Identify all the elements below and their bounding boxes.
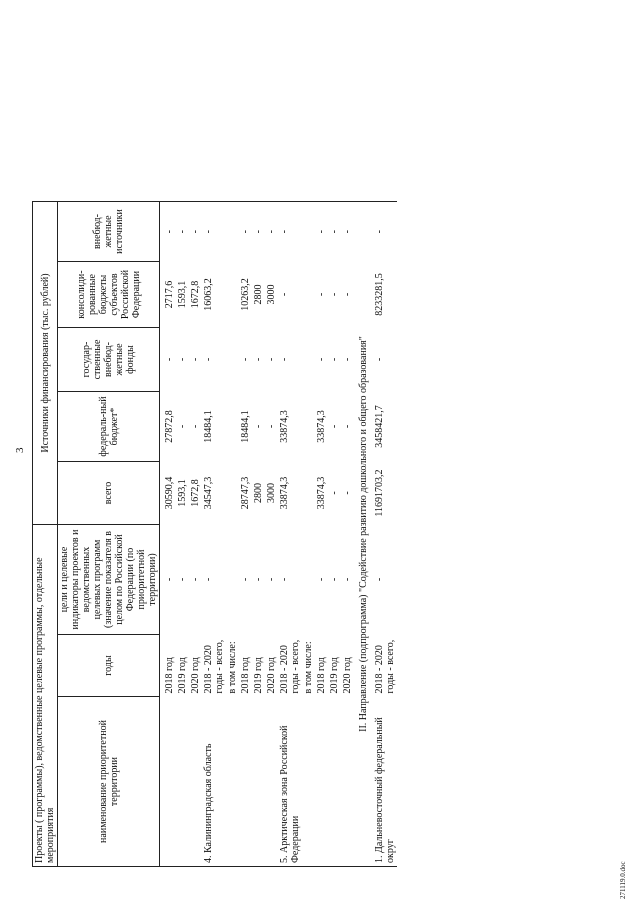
table-row: 2018 год - 28747,3 18484,1 - 10263,2 - bbox=[239, 202, 252, 867]
page-number: 3 bbox=[14, 447, 26, 453]
table-row: 2020 год - 1672,8 - - 1672,8 - bbox=[189, 202, 202, 867]
financing-table bbox=[32, 201, 397, 867]
table-row: 2018 год - 30590,4 27872,8 - 2717,6 - bbox=[163, 202, 176, 867]
section-title: II. Направление (подпрограмма) "Содействие развитию дошкольного и общего образования" bbox=[354, 202, 373, 867]
table-row: в том числе: bbox=[302, 202, 315, 867]
table-row: 2020 год - - - - - - bbox=[341, 202, 354, 867]
table-row: 5. Арктическая зона Российской Федерации 2018 - 2020 годы - всего, - 33874,3 33874,3 - - - bbox=[278, 202, 302, 867]
footer-doc-code: 271119.0.doc bbox=[619, 861, 627, 899]
header-years: годы bbox=[58, 635, 160, 697]
header-state-offbudget-funds: государ-ственные внебюд-жетные фонды bbox=[58, 328, 160, 392]
table-row: 2018 год - 33874,3 33874,3 - - - bbox=[315, 202, 328, 867]
table-row: 1. Дальневосточный федеральный округ 2018 - 2020 годы - всего, - 11691703,2 3458421,7 - 8233281,5 - bbox=[373, 202, 397, 867]
table-row: 2019 год - 1593,1 - - 1593,1 - bbox=[176, 202, 189, 867]
table-row: 2019 год - 2800 - - 2800 - bbox=[252, 202, 265, 867]
table-row: 4. Калининградская область 2018 - 2020 годы - всего, - 34547,3 18484,1 - 16063,2 - bbox=[202, 202, 226, 867]
table-row: 2019 год - - - - - - bbox=[328, 202, 341, 867]
header-row-columns bbox=[58, 202, 160, 867]
header-offbudget-sources: внебюд-жетные источники bbox=[58, 202, 160, 262]
header-federal-budget: федераль-ный бюджет* bbox=[58, 392, 160, 462]
header-territory: наименование приоритетной территории bbox=[58, 697, 160, 867]
header-indicators: цели и целевые индикаторы проектов и ведомственных целевых программ (значение показателя в целом по Российской Федерации (по приоритетной территории) bbox=[58, 525, 160, 635]
header-total: всего bbox=[58, 462, 160, 525]
header-row-groups bbox=[33, 202, 58, 867]
table-row: в том числе: bbox=[226, 202, 239, 867]
section-heading-row bbox=[354, 202, 373, 867]
header-projects-group: Проекты ( программы), ведомственные целевые программы, отдельные мероприятия bbox=[33, 525, 58, 867]
header-funding-group: Источники финансирования (тыс. рублей) bbox=[33, 202, 58, 525]
table-row: 2020 год - 3000 - - 3000 - bbox=[265, 202, 278, 867]
header-regional-budgets: консолиди-рованные бюджеты субъектов Российской Федерации bbox=[58, 262, 160, 328]
